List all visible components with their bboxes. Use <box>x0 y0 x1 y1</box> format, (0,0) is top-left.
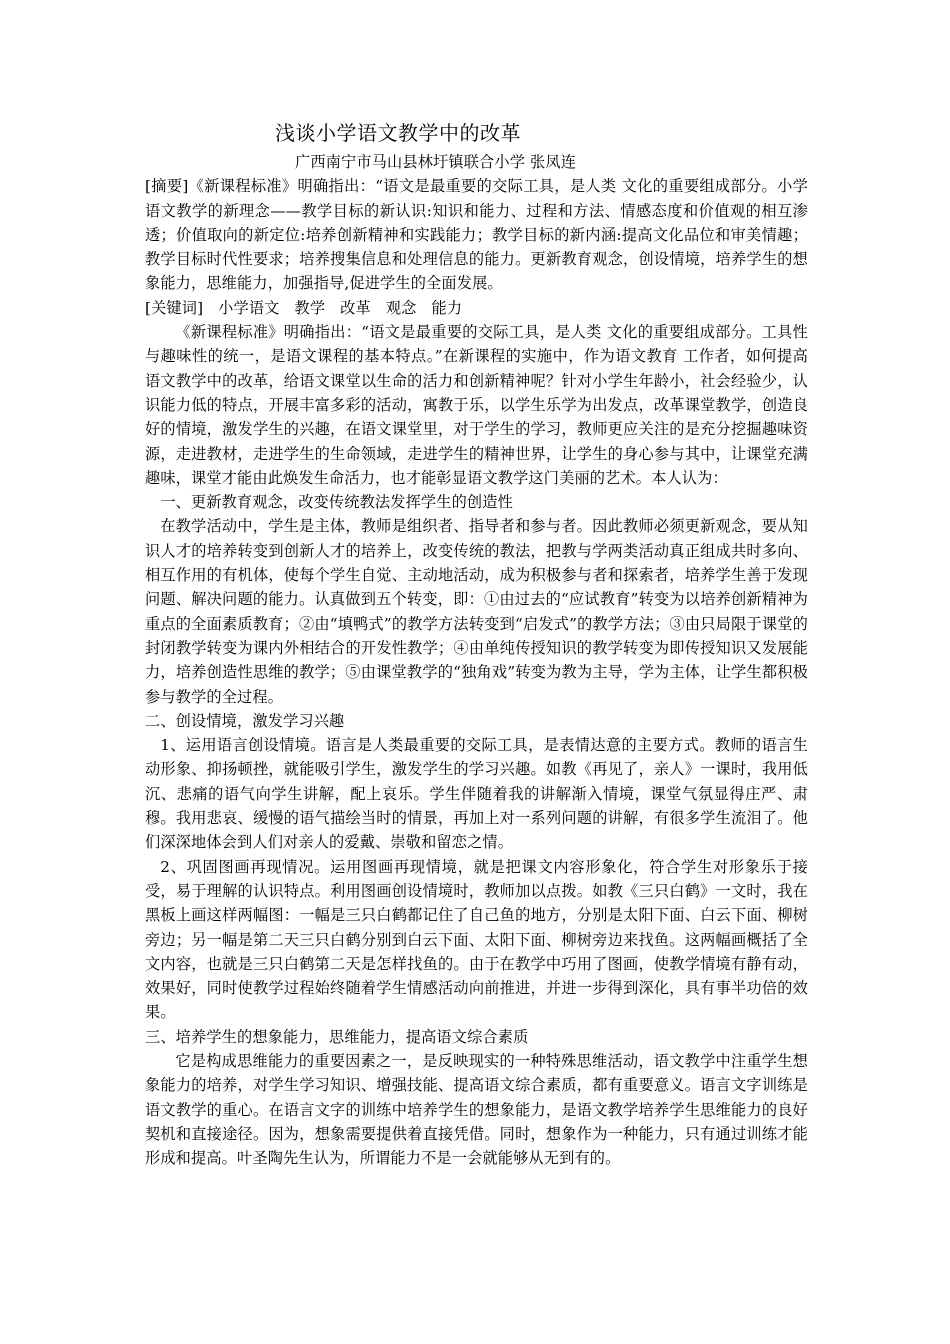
keywords-label: [关键词] <box>145 298 204 317</box>
body-paragraph: 它是构成思维能力的重要因素之一，是反映现实的一种特殊思维活动，语文教学中注重学生想象能力的培养，对学生学习知识、增强技能、提高语文综合素质，都有重要意义。语言文字训练是语文教学的重心。在语言文字的训练中培养学生的想象能力，是语文教学培养学生思维能力的良好契机和直接途径。因为，想象需要提供着直接凭借。同时，想象作为一种能力，只有通过训练才能形成和提高。叶圣陶先生认为，所谓能力不是一会就能够从无到有的。 <box>145 1051 808 1168</box>
document-title: 浅谈小学语文教学中的改革 <box>275 121 521 145</box>
keywords-line <box>145 296 808 320</box>
intro-paragraph: 《新课程标准》明确指出：“语文是最重要的交际工具，是人类 文化的重要组成部分。工具性与趣味性的统一，是语文课程的基本特点。”在新课程的实施中，作为语文教育 工作者，如何提高语文教学中的改革，给语文课堂以生命的活力和创新精神呢？针对小学生年龄小，社会经验少，认识能力低的特点，开展丰富多彩的活动，寓教于乐，以学生乐学为出发点，改革课堂教学，创造良好的情境，激发学生的兴趣，在语文课堂里，对于学生的学习，教师更应关注的是充分挖掘趣味资源，走进教材，走进学生的生命领域，走进学生的精神世界，让学生的身心参与其中，让课堂充满趣味，课堂才能由此焕发生命活力，也才能彰显语文教学这门美丽的艺术。本人认为： <box>145 323 808 487</box>
keyword: 观念 <box>385 298 417 317</box>
keyword: 小学语文 <box>218 298 280 317</box>
abstract-paragraph: [摘要]《新课程标准》明确指出：“语文是最重要的交际工具，是人类 文化的重要组成部分。小学语文教学的新理念——教学目标的新认识:知识和能力、过程和方法、情感态度和价值观的相互渗透；价值取向的新定位:培养创新精神和实践能力；教学目标的新内涵:提高文化品位和审美情趣；教学目标时代性要求；培养搜集信息和处理信息的能力。更新教育观念，创设情境，培养学生的想象能力，思维能力，加强指导,促进学生的全面发展。 <box>145 177 808 293</box>
keyword: 教学 <box>294 298 326 317</box>
keyword: 能力 <box>431 298 463 317</box>
document-author: 广西南宁市马山县林圩镇联合小学 张凤连 <box>295 153 577 171</box>
section-heading: 三、培养学生的想象能力，思维能力，提高语文综合素质 <box>145 1027 529 1046</box>
keyword: 改革 <box>340 298 371 317</box>
body-paragraph: 1、运用语言创设情境。语言是人类最重要的交际工具，是表情达意的主要方式。教师的语言生动形象、抑扬顿挫，就能吸引学生，激发学生的学习兴趣。如教《再见了，亲人》一课时，我用低沉、悲痛的语气向学生讲解，配上哀乐。学生伴随着我的讲解渐入情境，课堂气氛显得庄严、肃穆。我用悲哀、缓慢的语气描绘当时的情景，再加上对一系列问题的讲解，有很多学生流泪了。他们深深地体会到人们对亲人的爱戴、崇敬和留恋之情。 <box>145 736 808 852</box>
body-paragraph: 2、巩固图画再现情况。运用图画再现情境，就是把课文内容形象化，符合学生对形象乐于接受，易于理解的认识特点。利用图画创设情境时，教师加以点拨。如教《三只白鹤》一文时，我在黑板上画这样两幅图：一幅是三只白鹤都记住了自己鱼的地方，分别是太阳下面、白云下面、柳树旁边；另一幅是第二天三只白鹤分别到白云下面、太阳下面、柳树旁边来找鱼。这两幅画概括了全文内容，也就是三只白鹤第二天是怎样找鱼的。由于在教学中巧用了图画，使教学情境有静有动，效果好，同时使教学过程始终随着学生情感活动向前推进，并进一步得到深化，具有事半功倍的效果。 <box>145 857 808 1022</box>
section-heading: 二、创设情境，激发学习兴趣 <box>145 711 345 730</box>
section-heading: 一、更新教育观念，改变传统教法发挥学生的创造性 <box>160 493 513 512</box>
document-body <box>145 118 808 1170</box>
body-paragraph: 在教学活动中，学生是主体，教师是组织者、指导者和参与者。因此教师必须更新观念，要从知识人才的培养转变到创新人才的培养上，改变传统的教法，把教与学两类活动真正组成共时多向、相互作用的有机体，使每个学生自觉、主动地活动，成为积极参与者和探索者，培养学生善于发现问题、解决问题的能力。认真做到五个转变，即：①由过去的“应试教育”转变为以培养创新精神为重点的全面素质教育；②由“填鸭式”的教学方法转变到“启发式”的教学方法；③由只局限于课堂的封闭教学转变为课内外相结合的开发性教学；④由单纯传授知识的教学转变为即传授知识又发展能力，培养创造性思维的教学；⑤由课堂教学的“独角戏”转变为教为主导，学为主体，让学生都积极参与教学的全过程。 <box>145 517 808 706</box>
